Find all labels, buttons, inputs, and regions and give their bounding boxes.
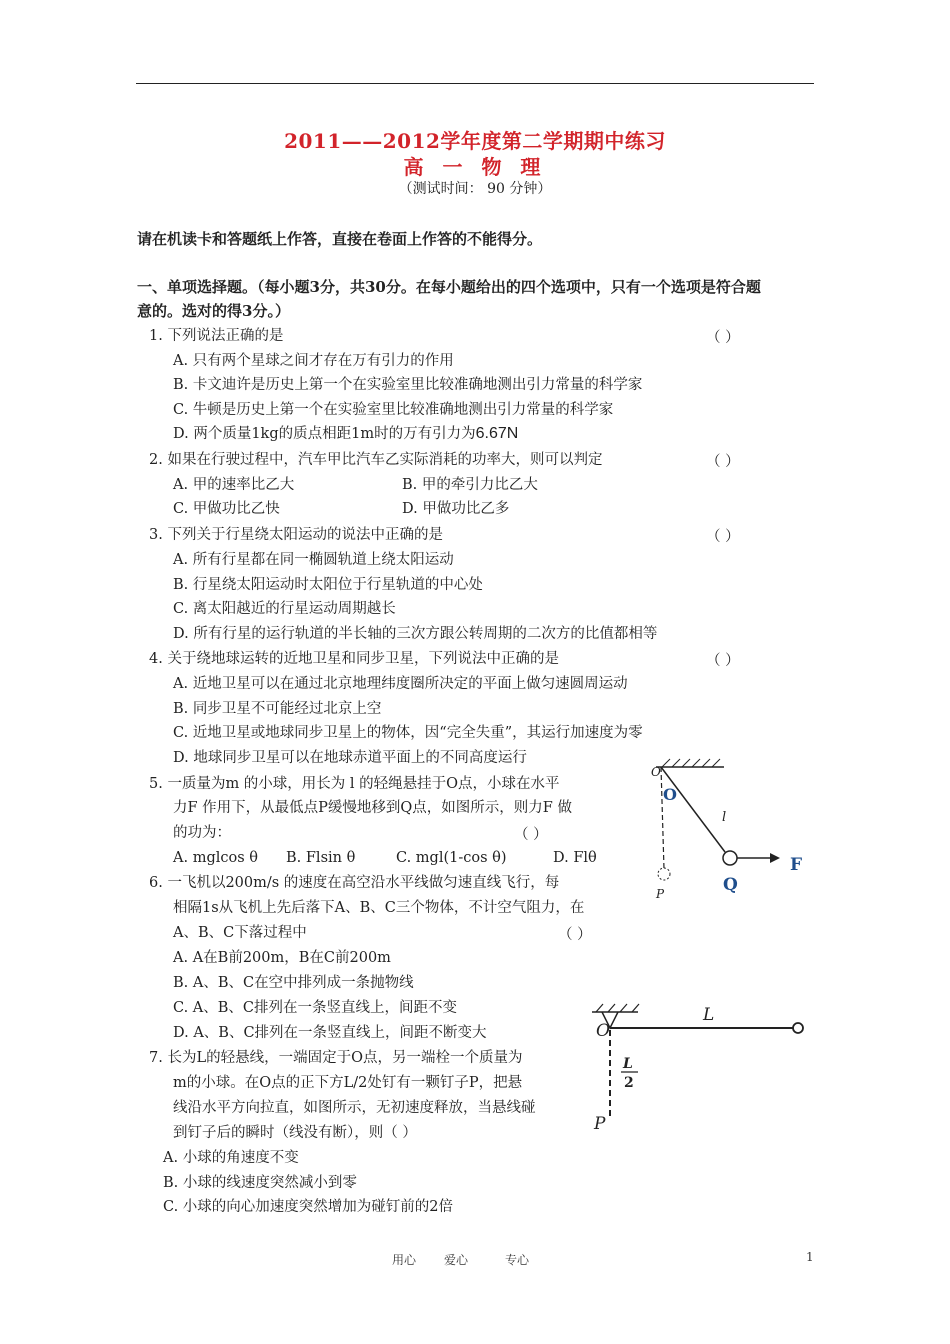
q1-option-d-text: D. 两个质量1kg的质点相距1m时的万有引力为 <box>173 426 476 442</box>
fig1-label-o-big: O <box>663 785 677 804</box>
test-duration: （测试时间： 90 分钟） <box>398 181 552 197</box>
q1-option-d-value: 6.67N <box>475 425 519 442</box>
string-nail-figure <box>588 998 818 1133</box>
q1-option-c: C. 牛顿是历史上第一个在实验室里比较准确地测出引力常量的科学家 <box>173 402 614 418</box>
q2-option-a: A. 甲的速率比乙大 <box>173 477 295 493</box>
q5-line1: 5. 一质量为m 的小球，用长为 l 的轻绳悬挂于O点，小球在水平 <box>149 776 560 792</box>
q2-option-b: B. 甲的牵引力比乙大 <box>402 477 538 493</box>
q5-option-b: B. Flsin θ <box>286 850 356 866</box>
page-number: 1 <box>806 1250 814 1264</box>
q7-line3: 线沿水平方向拉直，如图所示，无初速度释放，当悬线碰 <box>173 1100 536 1116</box>
fig2-label-p: P <box>594 1114 606 1133</box>
subject-title: 高 一 物 理 <box>403 155 547 179</box>
fig2-label-o: O <box>596 1021 610 1041</box>
q6-line3: A、B、C下落过程中 <box>173 925 307 941</box>
q1-answer-paren: （ ） <box>706 330 740 346</box>
fig1-label-o-small: O <box>651 765 661 779</box>
q3-option-b: B. 行星绕太阳运动时太阳位于行星轨道的中心处 <box>173 577 483 593</box>
fig1-label-q: Q <box>723 875 738 895</box>
q4-option-d: D. 地球同步卫星可以在地球赤道平面上的不同高度运行 <box>173 750 527 766</box>
q4-stem: 4. 关于绕地球运转的近地卫星和同步卫星，下列说法中正确的是 <box>149 651 559 667</box>
pendulum-force-figure <box>640 755 820 905</box>
q3-option-c: C. 离太阳越近的行星运动周期越长 <box>173 601 396 617</box>
q4-option-b: B. 同步卫星不可能经过北京上空 <box>173 701 382 717</box>
ceiling-hatch <box>662 759 720 767</box>
q2-answer-paren: （ ） <box>706 454 740 470</box>
force-arrowhead <box>770 853 780 863</box>
fig2-label-l-top: L <box>703 1005 715 1025</box>
fig2-fraction-denominator: 2 <box>624 1075 634 1091</box>
section-heading-line1: 一、单项选择题。（每小题3分，共30分。在每小题给出的四个选项中，只有一个选项是符合题 <box>137 278 761 296</box>
vertical-dashed-line <box>661 767 664 869</box>
q6-option-c: C. A、B、C排列在一条竖直线上，间距不变 <box>173 1000 458 1016</box>
q3-stem: 3. 下列关于行星绕太阳运动的说法中正确的是 <box>149 527 443 543</box>
q2-option-c: C. 甲做功比乙快 <box>173 501 280 517</box>
q5-option-a: A. mglcos θ <box>173 850 258 866</box>
q5-option-c: C. mgl(1-cos θ) <box>396 850 507 866</box>
footer-word-2: 爱心 <box>444 1253 469 1267</box>
fig1-label-l: l <box>722 810 727 825</box>
footer-word-1: 用心 <box>392 1253 417 1267</box>
q5-line2: 力F 作用下，从最低点P缓慢地移到Q点，如图所示，则力F 做 <box>173 800 572 816</box>
q4-answer-paren: （ ） <box>706 653 740 669</box>
string-line <box>661 767 725 852</box>
ball-at-q <box>723 851 737 865</box>
q3-option-d: D. 所有行星的运行轨道的半长轴的三次方跟公转周期的二次方的比值都相等 <box>173 626 658 642</box>
q5-answer-paren: （ ） <box>514 827 548 843</box>
q1-option-a: A. 只有两个星球之间才存在万有引力的作用 <box>173 353 454 369</box>
q7-option-a: A. 小球的角速度不变 <box>163 1150 299 1166</box>
q6-line2: 相隔1s从飞机上先后落下A、B、C三个物体，不计空气阻力，在 <box>173 900 585 916</box>
q7-option-c: C. 小球的向心加速度突然增加为碰钉前的2倍 <box>163 1199 454 1215</box>
footer-word-3: 专心 <box>505 1253 530 1267</box>
q7-line2: m的小球。在O点的正下方L/2处钉有一颗钉子P，把悬 <box>173 1075 523 1091</box>
q1-stem: 1. 下列说法正确的是 <box>149 328 284 344</box>
q6-option-a: A. A在B前200m，B在C前200m <box>173 950 391 966</box>
ball-at-p <box>658 868 670 880</box>
q6-option-d: D. A、B、C排列在一条竖直线上，间距不断变大 <box>173 1025 487 1041</box>
q7-line4: 到钉子后的瞬时（线没有断），则（ ） <box>173 1125 417 1141</box>
q4-option-c: C. 近地卫星或地球同步卫星上的物体，因“完全失重”，其运行加速度为零 <box>173 725 643 741</box>
q7-option-b: B. 小球的线速度突然减小到零 <box>163 1175 357 1191</box>
q3-answer-paren: （ ） <box>706 529 740 545</box>
header-rule <box>136 83 814 84</box>
section-heading-line2: 意的。选对的得3分。） <box>137 302 290 320</box>
fig1-label-p: P <box>656 887 665 901</box>
ball <box>793 1023 803 1033</box>
q1-option-b: B. 卡文迪许是历史上第一个在实验室里比较准确地测出引力常量的科学家 <box>173 377 643 393</box>
q7-line1: 7. 长为L的轻悬线，一端固定于O点，另一端栓一个质量为 <box>149 1050 523 1066</box>
q2-option-d: D. 甲做功比乙多 <box>402 501 510 517</box>
q6-line1: 6. 一飞机以200m/s 的速度在高空沿水平线做匀速直线飞行，每 <box>149 875 560 891</box>
fig2-fraction-numerator: L <box>623 1056 633 1072</box>
q5-line3: 的功为： <box>173 825 231 841</box>
section-heading <box>137 275 817 323</box>
q1-option-d <box>173 424 518 444</box>
exam-title: 2011——2012学年度第二学期期中练习 <box>284 129 666 153</box>
answer-notice: 请在机读卡和答题纸上作答，直接在卷面上作答的不能得分。 <box>137 230 543 248</box>
q3-option-a: A. 所有行星都在同一椭圆轨道上绕太阳运动 <box>173 552 454 568</box>
support-hatch <box>596 1004 639 1012</box>
q4-option-a: A. 近地卫星可以在通过北京地理纬度圈所决定的平面上做匀速圆周运动 <box>173 676 628 692</box>
q5-option-d: D. Flθ <box>553 850 597 866</box>
q6-option-b: B. A、B、C在空中排列成一条抛物线 <box>173 975 414 991</box>
fig1-label-f: F <box>790 855 803 875</box>
q6-answer-paren: （ ） <box>558 927 592 943</box>
q2-stem: 2. 如果在行驶过程中，汽车甲比汽车乙实际消耗的功率大，则可以判定 <box>149 452 603 468</box>
